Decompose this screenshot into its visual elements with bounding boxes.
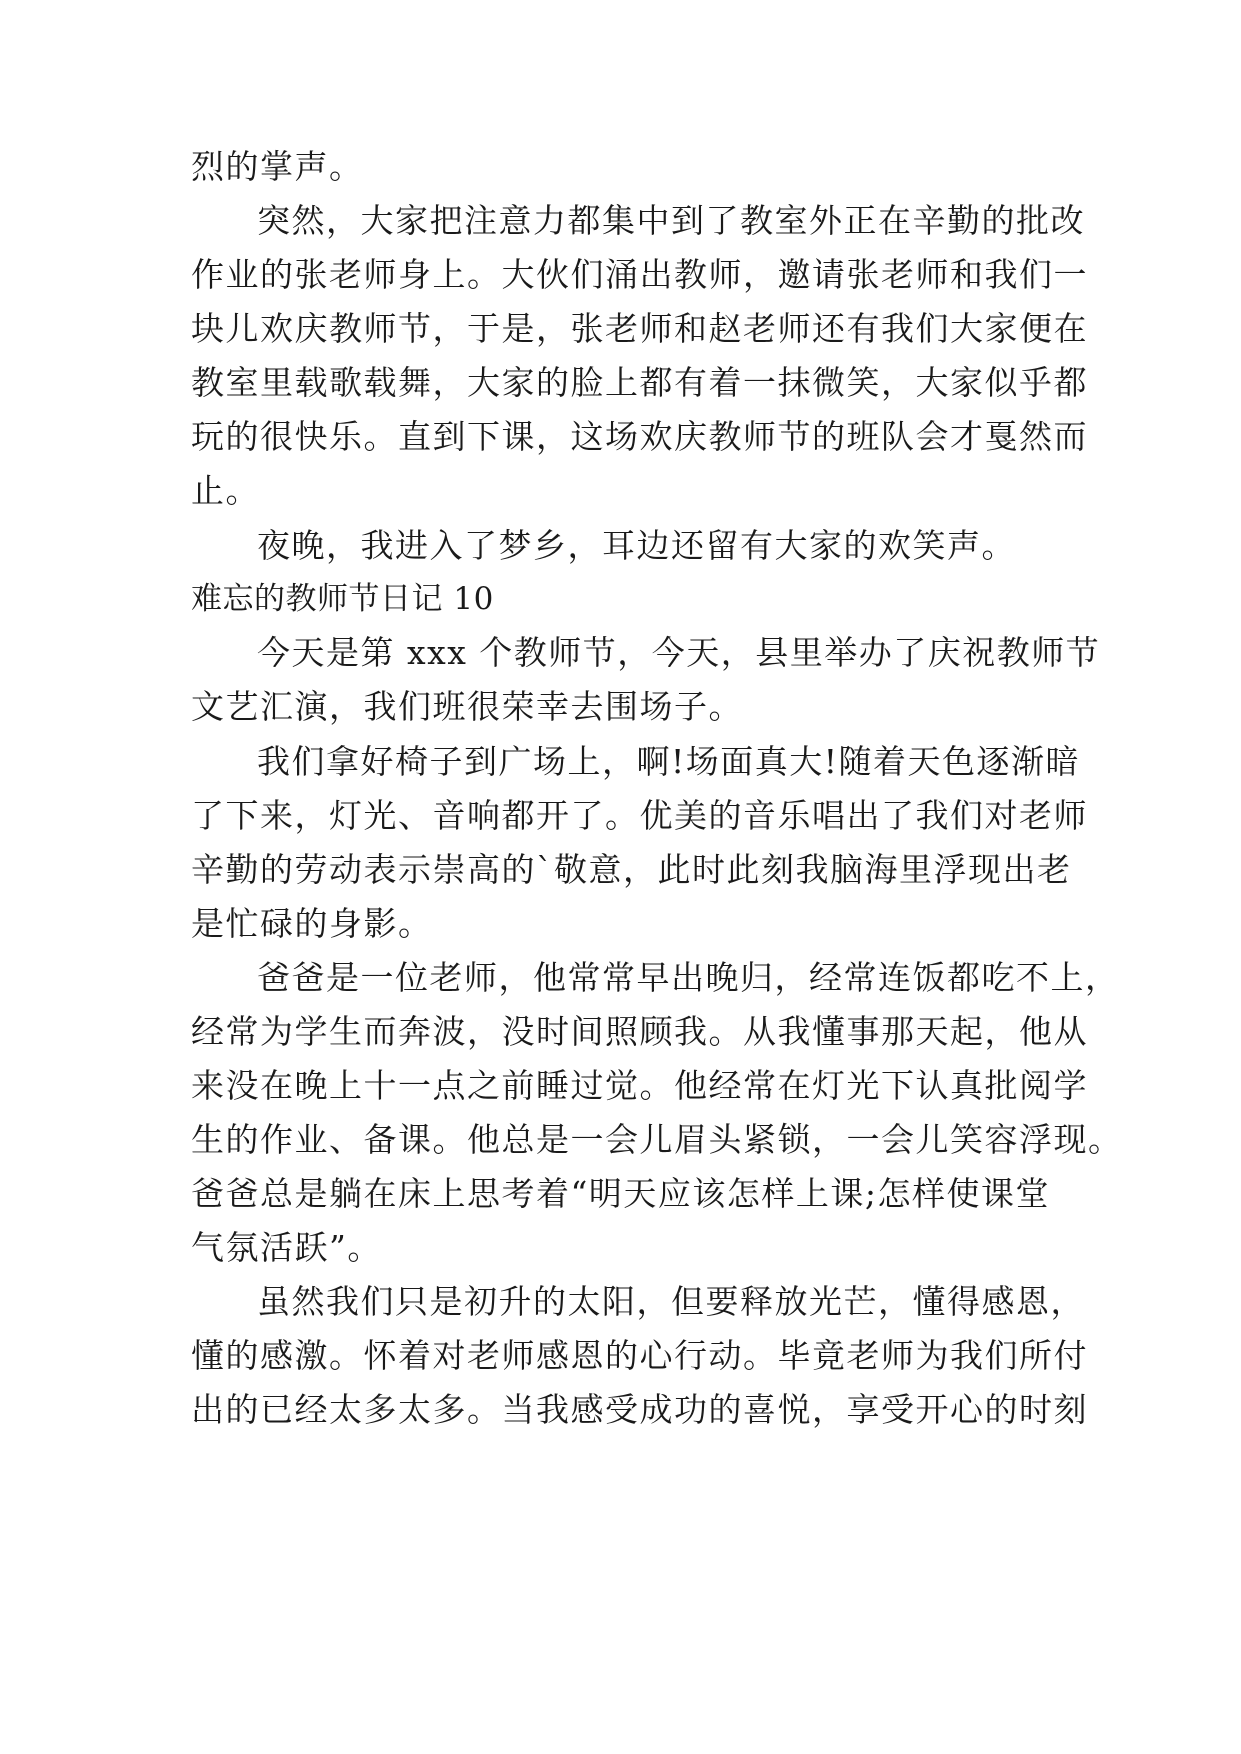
- text-line: 来没在晚上十一点之前睡过觉。他经常在灯光下认真批阅学: [191, 1066, 1088, 1105]
- paragraph-first-line: 今天是第 xxx 个教师节，今天，县里举办了庆祝教师节: [257, 633, 1101, 672]
- text-line: 是忙碌的身影。: [191, 904, 433, 943]
- paragraph-first-line: 爸爸是一位老师，他常常早出晚归，经常连饭都吃不上，: [257, 958, 1120, 997]
- text-line: 生的作业、备课。他总是一会儿眉头紧锁，一会儿笑容浮现。: [191, 1120, 1123, 1159]
- text-line: 烈的掌声。: [191, 147, 364, 186]
- text-line: 玩的很快乐。直到下课，这场欢庆教师节的班队会才戛然而: [191, 417, 1088, 456]
- text-line: 气氛活跃”。: [191, 1228, 382, 1267]
- text-line: 辛勤的劳动表示崇高的`敬意，此时此刻我脑海里浮现出老: [191, 850, 1072, 889]
- text-line: 文艺汇演，我们班很荣幸去围场子。: [191, 687, 743, 726]
- section-heading: 难忘的教师节日记 10: [191, 581, 494, 617]
- text-line: 止。: [191, 471, 260, 510]
- text-line: 块儿欢庆教师节，于是，张老师和赵老师还有我们大家便在: [191, 309, 1088, 348]
- text-line: 教室里载歌载舞，大家的脸上都有着一抹微笑，大家似乎都: [191, 363, 1088, 402]
- text-line: 出的已经太多太多。当我感受成功的喜悦，享受开心的时刻: [191, 1390, 1088, 1429]
- text-line: 经常为学生而奔波，没时间照顾我。从我懂事那天起，他从: [191, 1012, 1088, 1051]
- text-line: 了下来，灯光、音响都开了。优美的音乐唱出了我们对老师: [191, 796, 1088, 835]
- text-line: 懂的感激。怀着对老师感恩的心行动。毕竟老师为我们所付: [191, 1336, 1088, 1375]
- paragraph-first-line: 我们拿好椅子到广场上，啊!场面真大!随着天色逐渐暗: [257, 742, 1081, 781]
- text-line: 作业的张老师身上。大伙们涌出教师，邀请张老师和我们一: [191, 255, 1088, 294]
- paragraph-first-line: 虽然我们只是初升的太阳，但要释放光芒，懂得感恩，: [257, 1282, 1085, 1321]
- paragraph-first-line: 突然，大家把注意力都集中到了教室外正在辛勤的批改: [257, 201, 1085, 240]
- text-line: 爸爸总是躺在床上思考着“明天应该怎样上课;怎样使课堂: [191, 1174, 1050, 1213]
- paragraph-first-line: 夜晚，我进入了梦乡，耳边还留有大家的欢笑声。: [257, 526, 1016, 565]
